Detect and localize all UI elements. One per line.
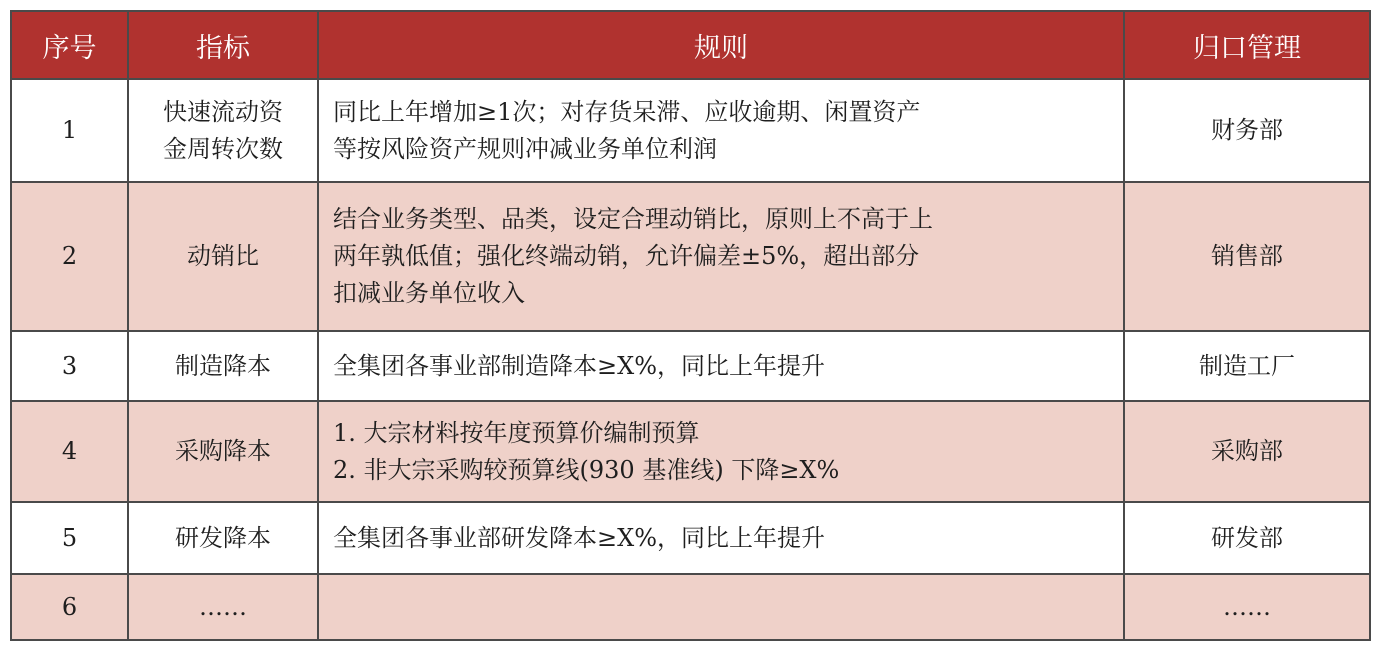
row-index: 2 xyxy=(11,182,128,331)
metric-line: 快速流动资 xyxy=(163,97,283,126)
header-index: 序号 xyxy=(11,11,128,79)
metric-line: 金周转次数 xyxy=(163,134,283,163)
row-rule xyxy=(318,574,1124,640)
row-dept: …… xyxy=(1124,574,1370,640)
rule-line: 全集团各事业部研发降本≥X%，同比上年提升 xyxy=(333,523,825,552)
rule-line: 扣减业务单位收入 xyxy=(333,279,525,307)
row-dept: 销售部 xyxy=(1124,182,1370,331)
header-rule: 规则 xyxy=(318,11,1124,79)
rule-line: 全集团各事业部制造降本≥X%，同比上年提升 xyxy=(333,351,825,380)
row-metric xyxy=(128,502,318,574)
row-metric xyxy=(128,401,318,502)
row-rule xyxy=(318,182,1124,331)
rule-line: 1. 大宗材料按年度预算价编制预算 xyxy=(333,418,700,447)
table-row xyxy=(11,182,1370,331)
row-dept: 财务部 xyxy=(1124,79,1370,182)
rule-line: 结合业务类型、品类，设定合理动销比，原则上不高于上 xyxy=(333,205,933,233)
rule-line: 两年孰低值；强化终端动销，允许偏差±5%，超出部分 xyxy=(333,242,920,270)
rule-line: 等按风险资产规则冲减业务单位利润 xyxy=(333,134,717,163)
table-row xyxy=(11,502,1370,574)
table-row xyxy=(11,401,1370,502)
metric-line: 采购降本 xyxy=(175,437,271,465)
metric-line: 研发降本 xyxy=(175,523,271,552)
row-metric xyxy=(128,182,318,331)
row-dept: 采购部 xyxy=(1124,401,1370,502)
row-rule xyxy=(318,502,1124,574)
header-dept: 归口管理 xyxy=(1124,11,1370,79)
metric-line: 制造降本 xyxy=(175,351,271,380)
row-metric xyxy=(128,331,318,401)
header-metric: 指标 xyxy=(128,11,318,79)
rule-line: 2. 非大宗采购较预算线(930 基准线) 下降≥X% xyxy=(333,455,840,484)
table-row xyxy=(11,79,1370,182)
row-index: 4 xyxy=(11,401,128,502)
row-index: 1 xyxy=(11,79,128,182)
metric-line: 动销比 xyxy=(187,242,259,270)
metric-line: …… xyxy=(199,592,247,621)
row-index: 6 xyxy=(11,574,128,640)
row-index: 5 xyxy=(11,502,128,574)
rule-line: 同比上年增加≥1次；对存货呆滞、应收逾期、闲置资产 xyxy=(333,97,921,126)
row-rule xyxy=(318,79,1124,182)
header-row xyxy=(11,11,1370,79)
row-dept: 研发部 xyxy=(1124,502,1370,574)
table-row xyxy=(11,574,1370,640)
row-metric xyxy=(128,79,318,182)
table-row xyxy=(11,331,1370,401)
row-rule xyxy=(318,331,1124,401)
row-index: 3 xyxy=(11,331,128,401)
row-rule xyxy=(318,401,1124,502)
rules-table xyxy=(10,10,1371,641)
row-dept: 制造工厂 xyxy=(1124,331,1370,401)
row-metric xyxy=(128,574,318,640)
